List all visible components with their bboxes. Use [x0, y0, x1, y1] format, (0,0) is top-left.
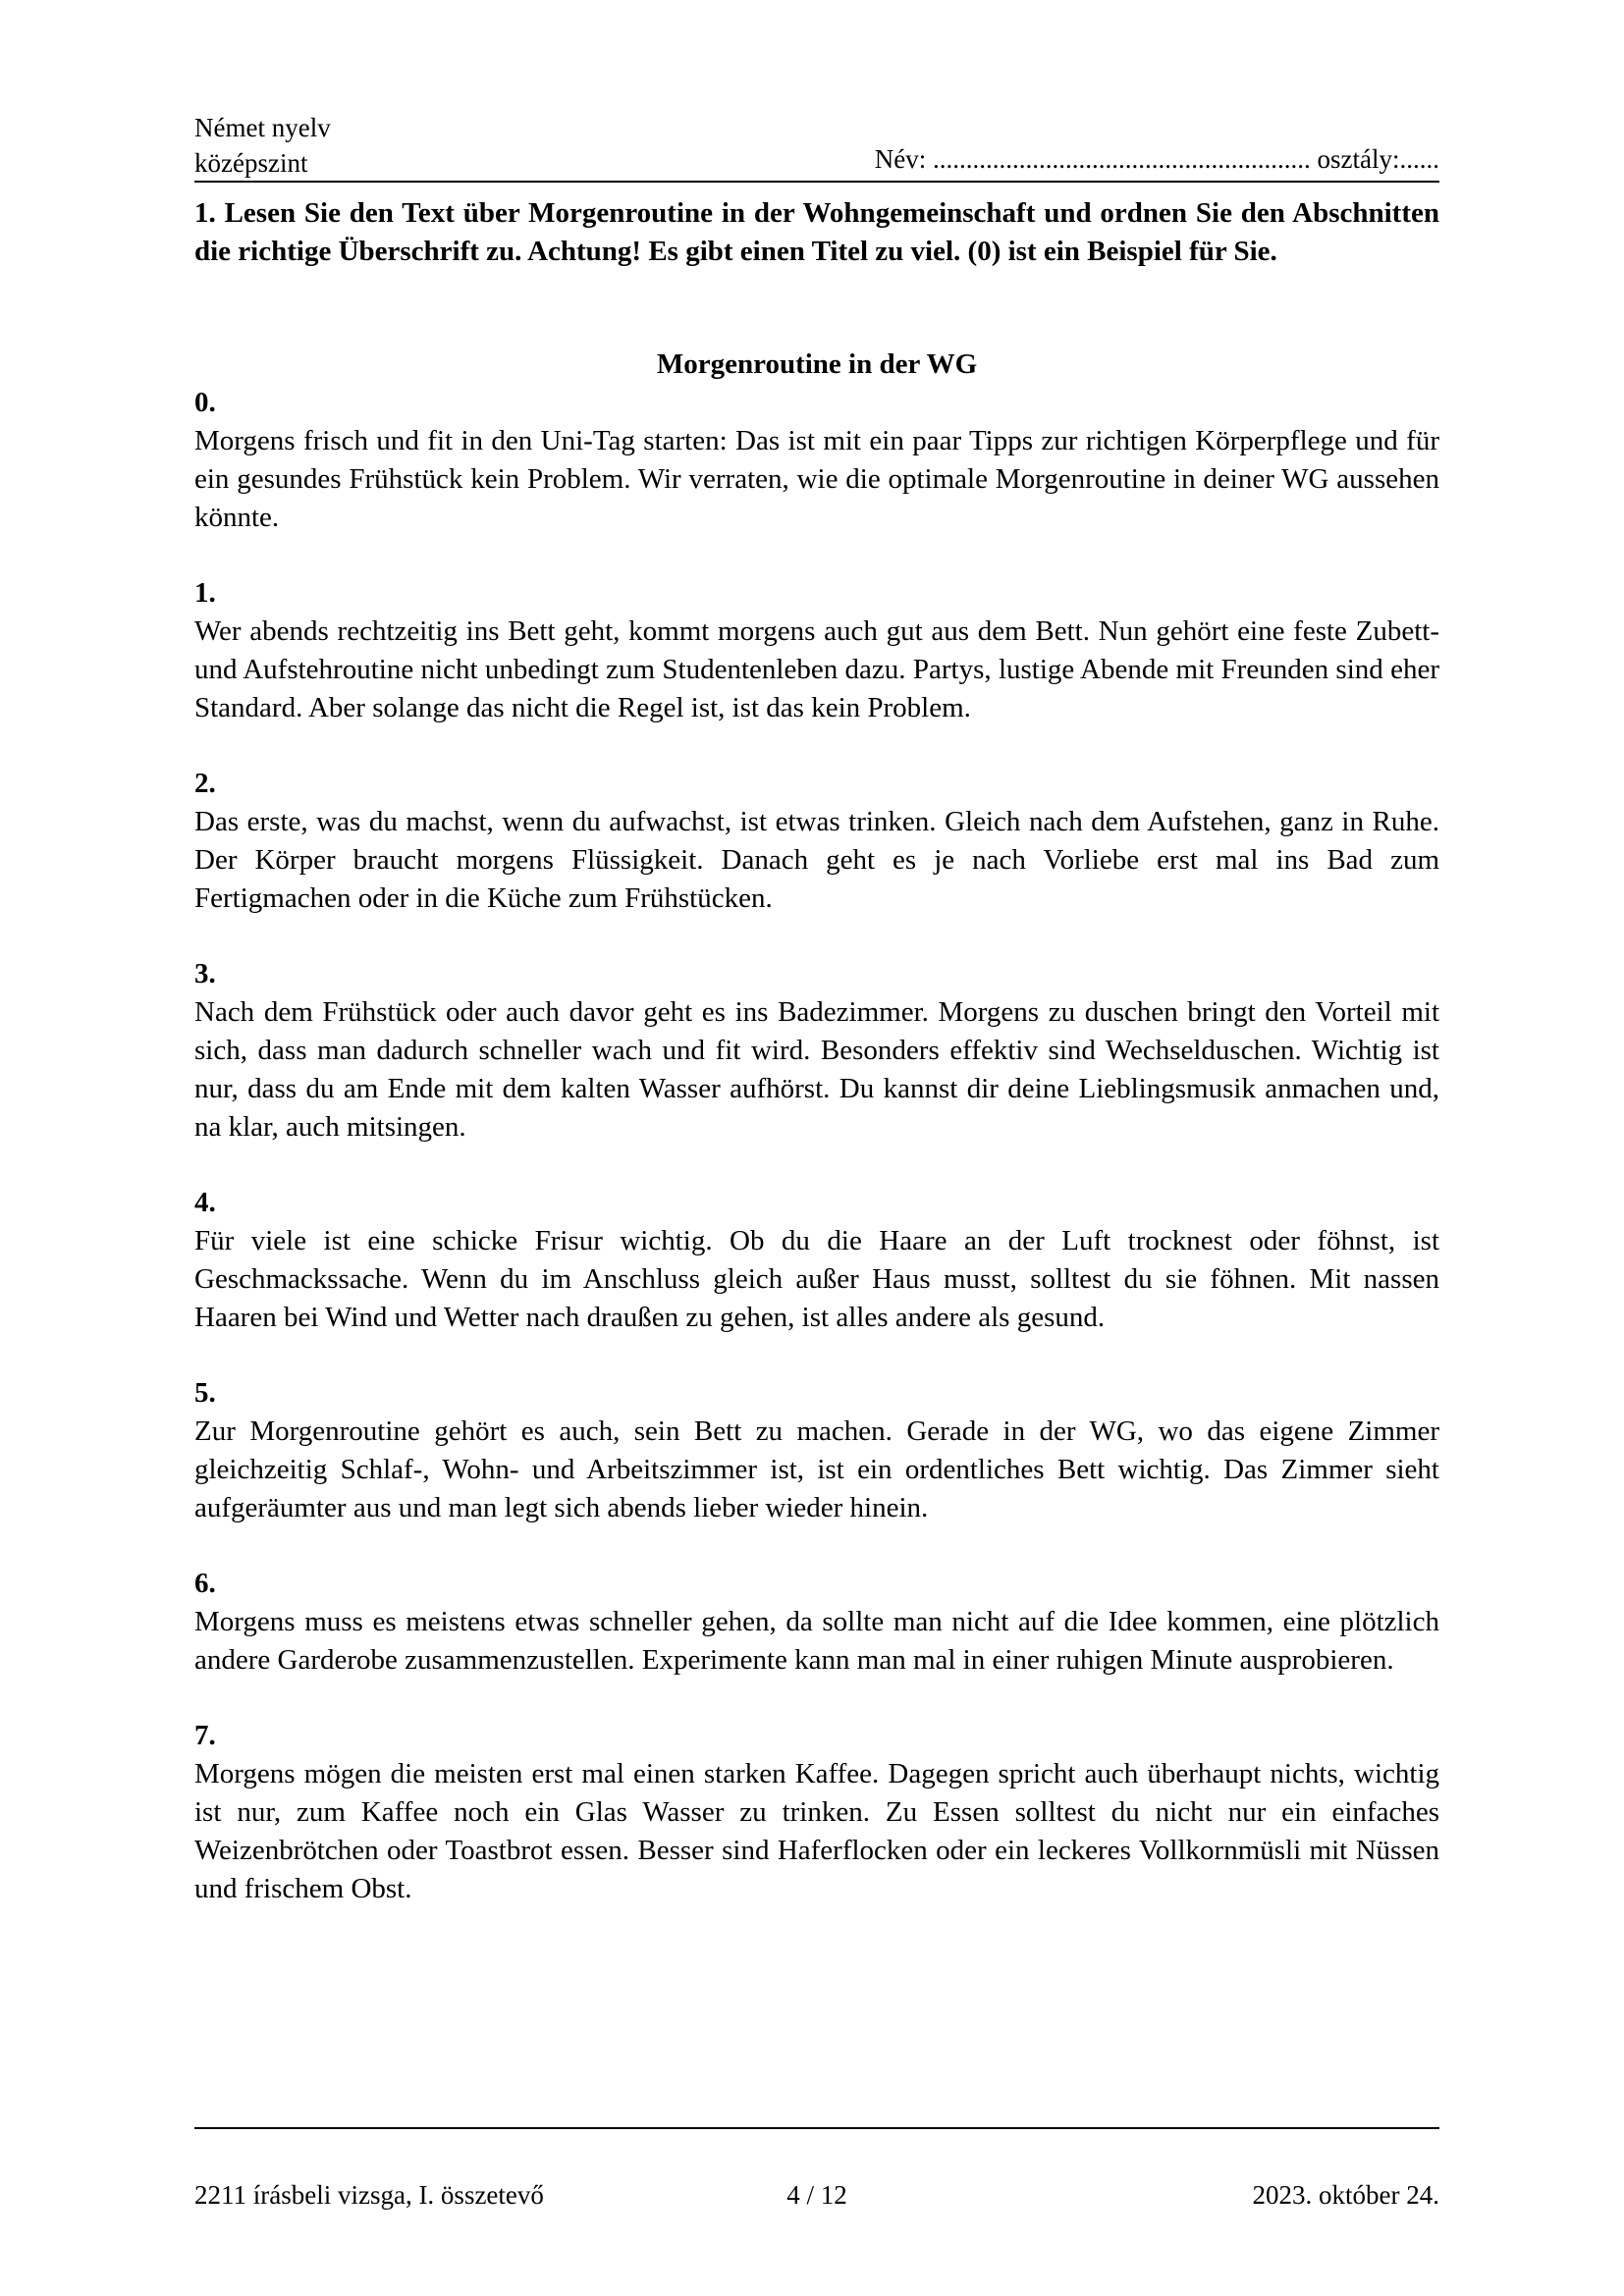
section-body: Zur Morgenroutine gehört es auch, sein Bett zu machen. Gerade in der WG, wo das eigene Zimmer gleichzeitig Schlaf-, Wohn- und Arbeitszimmer ist, ist ein ordentliches Bett wichtig. Das Zimmer sieht aufgeräumter aus und man legt sich abends lieber wieder hinein. [194, 1415, 1439, 1523]
footer-divider [194, 2127, 1439, 2129]
section-number: 6. [194, 1568, 216, 1599]
exam-page [194, 0, 1439, 2296]
subject-line: Német nyelv [194, 113, 331, 142]
level-line: középszint [194, 148, 308, 178]
section-3 [194, 955, 1439, 1147]
section-5 [194, 1374, 1439, 1527]
header-divider [194, 181, 1439, 183]
section-body: Morgens frisch und fit in den Uni-Tag starten: Das ist mit ein paar Tipps zur richtigen Körperpflege und für ein gesundes Frühstück kein Problem. Wir verraten, wie die optimale Morgenroutine in deiner WG aussehen könnte. [194, 425, 1439, 533]
exam-code: 2211 írásbeli vizsga, I. összetevő [194, 2180, 544, 2210]
text-sections [194, 384, 1439, 1946]
section-0 [194, 384, 1439, 537]
section-number: 4. [194, 1187, 216, 1218]
section-1 [194, 574, 1439, 727]
text-title: Morgenroutine in der WG [656, 348, 978, 380]
section-7 [194, 1717, 1439, 1908]
name-class-field: Név: ......................................................... osztály:...... [874, 144, 1439, 174]
section-body: Wer abends rechtzeitig ins Bett geht, kommt morgens auch gut aus dem Bett. Nun gehört eine feste Zubett- und Aufstehroutine nicht unbedingt zum Studentenleben dazu. Partys, lustige Abende mit Freunden sind eher Standard. Aber solange das nicht die Regel ist, ist das kein Problem. [194, 615, 1439, 723]
section-number: 1. [194, 577, 216, 609]
section-body: Das erste, was du machst, wenn du aufwachst, ist etwas trinken. Gleich nach dem Aufstehen, ganz in Ruhe. Der Körper braucht morgens Flüssigkeit. Danach geht es je nach Vorliebe erst mal ins Bad zum Fertigmachen oder in die Küche zum Frühstücken. [194, 806, 1439, 914]
exam-date: 2023. október 24. [1252, 2180, 1439, 2210]
page-header [194, 110, 1439, 181]
section-body: Nach dem Frühstück oder auch davor geht es ins Badezimmer. Morgens zu duschen bringt den Vorteil mit sich, dass man dadurch schneller wach und fit wird. Besonders effektiv sind Wechselduschen. Wichtig ist nur, dass du am Ende mit dem kalten Wasser aufhörst. Du kannst dir deine Lieblingsmusik anmachen und, na klar, auch mitsingen. [194, 996, 1439, 1143]
section-number: 3. [194, 958, 216, 989]
section-body: Morgens mögen die meisten erst mal einen starken Kaffee. Dagegen spricht auch überhaupt nichts, wichtig ist nur, zum Kaffee noch ein Glas Wasser zu trinken. Zu Essen solltest du nicht nur ein einfaches Weizenbrötchen oder Toastbrot essen. Besser sind Haferflocken oder ein leckeres Vollkornmüsli mit Nüssen und frischem Obst. [194, 1758, 1439, 1904]
section-number: 7. [194, 1720, 216, 1751]
section-body: Morgens muss es meistens etwas schneller gehen, da sollte man nicht auf die Idee kommen, eine plötzlich andere Garderobe zusammenzustellen. Experimente kann man mal in einer ruhigen Minute ausprobieren. [194, 1606, 1439, 1676]
section-number: 2. [194, 768, 216, 799]
subject-block [194, 110, 331, 181]
section-6 [194, 1565, 1439, 1680]
page-number: 4 / 12 [786, 2180, 847, 2210]
task-instruction: 1. Lesen Sie den Text über Morgenroutine in der Wohngemeinschaft und ordnen Sie den Abschnitten die richtige Überschrift zu. Achtung! Es gibt einen Titel zu viel. (0) ist ein Beispiel für Sie. [194, 197, 1439, 267]
section-body: Für viele ist eine schicke Frisur wichtig. Ob du die Haare an der Luft trocknest oder föhnst, ist Geschmackssache. Wenn du im Anschluss gleich außer Haus musst, solltest du sie föhnen. Mit nassen Haaren bei Wind und Wetter nach draußen zu gehen, ist alles andere als gesund. [194, 1225, 1439, 1333]
section-2 [194, 765, 1439, 918]
page-footer [194, 2177, 1439, 2213]
section-number: 5. [194, 1377, 216, 1409]
section-4 [194, 1184, 1439, 1337]
section-number: 0. [194, 387, 216, 418]
